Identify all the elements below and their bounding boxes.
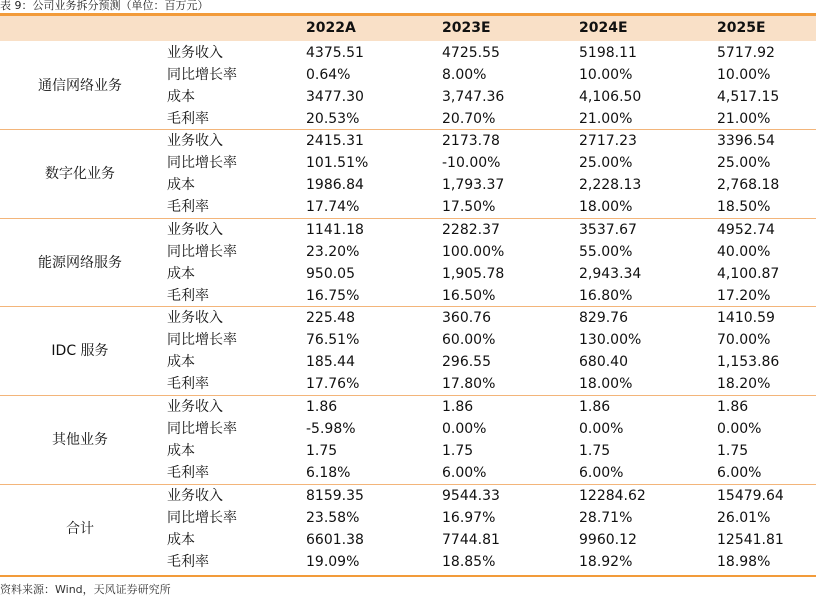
table-row — [0, 396, 816, 418]
metric-label: 业务收入 — [167, 222, 223, 238]
value-cell: 6.00% — [579, 465, 624, 481]
metric-label: 毛利率 — [167, 465, 209, 481]
table-row — [0, 307, 816, 329]
value-cell: 55.00% — [579, 244, 633, 260]
table-row — [0, 241, 816, 263]
value-cell: 5717.92 — [717, 45, 775, 61]
table-row — [0, 196, 816, 218]
value-cell: 15479.64 — [717, 488, 784, 504]
metric-label: 成本 — [167, 266, 195, 282]
table-row — [0, 462, 816, 484]
value-cell: 1410.59 — [717, 310, 775, 326]
value-cell: 4,517.15 — [717, 89, 780, 105]
table-row — [0, 373, 816, 395]
value-cell: 16.97% — [442, 510, 496, 526]
metric-label: 同比增长率 — [167, 421, 237, 437]
header-year-3: 2025E — [717, 20, 766, 36]
value-cell: 0.64% — [306, 67, 351, 83]
value-cell: 6.18% — [306, 465, 351, 481]
metric-label: 业务收入 — [167, 310, 223, 326]
value-cell: 17.76% — [306, 376, 360, 392]
table-row — [0, 64, 816, 86]
value-cell: 20.70% — [442, 111, 496, 127]
value-cell: 3,747.36 — [442, 89, 505, 105]
value-cell: 17.50% — [442, 199, 496, 215]
value-cell: 2,228.13 — [579, 177, 642, 193]
value-cell: 2,943.34 — [579, 266, 642, 282]
value-cell: 4375.51 — [306, 45, 364, 61]
source-note: 资料来源：Wind，天风证券研究所 — [0, 583, 171, 596]
table-title: 表 9：公司业务拆分预测（单位：百万元） — [0, 0, 209, 12]
table-row — [0, 219, 816, 241]
value-cell: 296.55 — [442, 354, 491, 370]
metric-label: 业务收入 — [167, 488, 223, 504]
value-cell: 2717.23 — [579, 133, 637, 149]
value-cell: 0.00% — [579, 421, 624, 437]
segment-name: 数字化业务 — [45, 166, 115, 182]
segment-name: 合计 — [66, 521, 94, 537]
metric-label: 毛利率 — [167, 199, 209, 215]
table-row — [0, 440, 816, 462]
value-cell: 1.86 — [579, 399, 611, 415]
value-cell: 21.00% — [717, 111, 771, 127]
metric-label: 成本 — [167, 443, 195, 459]
value-cell: 225.48 — [306, 310, 355, 326]
value-cell: 8159.35 — [306, 488, 364, 504]
metric-label: 毛利率 — [167, 111, 209, 127]
value-cell: 10.00% — [717, 67, 771, 83]
table-row — [0, 418, 816, 440]
value-cell: 10.00% — [579, 67, 633, 83]
header-year-0: 2022A — [306, 20, 356, 36]
value-cell: 25.00% — [579, 155, 633, 171]
value-cell: 26.01% — [717, 510, 771, 526]
value-cell: 5198.11 — [579, 45, 637, 61]
value-cell: 40.00% — [717, 244, 771, 260]
metric-label: 成本 — [167, 177, 195, 193]
value-cell: 17.74% — [306, 199, 360, 215]
value-cell: 829.76 — [579, 310, 628, 326]
value-cell: 9544.33 — [442, 488, 500, 504]
value-cell: 19.09% — [306, 554, 360, 570]
metric-label: 同比增长率 — [167, 244, 237, 260]
table-row — [0, 263, 816, 285]
table-row — [0, 529, 816, 551]
value-cell: 18.98% — [717, 554, 771, 570]
value-cell: 17.20% — [717, 288, 771, 304]
value-cell: 28.71% — [579, 510, 633, 526]
value-cell: 0.00% — [717, 421, 762, 437]
table-row — [0, 108, 816, 130]
metric-label: 成本 — [167, 532, 195, 548]
value-cell: 680.40 — [579, 354, 628, 370]
table-row — [0, 485, 816, 507]
metric-label: 同比增长率 — [167, 510, 237, 526]
value-cell: 1986.84 — [306, 177, 364, 193]
value-cell: 1.75 — [717, 443, 749, 459]
value-cell: 18.50% — [717, 199, 771, 215]
value-cell: 60.00% — [442, 332, 496, 348]
metric-label: 业务收入 — [167, 45, 223, 61]
value-cell: 6.00% — [442, 465, 487, 481]
metric-label: 成本 — [167, 89, 195, 105]
value-cell: 185.44 — [306, 354, 355, 370]
value-cell: 70.00% — [717, 332, 771, 348]
value-cell: 20.53% — [306, 111, 360, 127]
value-cell: 1141.18 — [306, 222, 364, 238]
value-cell: 23.20% — [306, 244, 360, 260]
value-cell: 2415.31 — [306, 133, 364, 149]
value-cell: 1,793.37 — [442, 177, 505, 193]
value-cell: 7744.81 — [442, 532, 500, 548]
segment-name: 通信网络业务 — [38, 78, 122, 94]
value-cell: 25.00% — [717, 155, 771, 171]
value-cell: 6601.38 — [306, 532, 364, 548]
value-cell: 3396.54 — [717, 133, 775, 149]
table-row — [0, 285, 816, 307]
table-row — [0, 551, 816, 573]
value-cell: 130.00% — [579, 332, 642, 348]
value-cell: 0.00% — [442, 421, 487, 437]
table-row — [0, 174, 816, 196]
table-row — [0, 329, 816, 351]
value-cell: 9960.12 — [579, 532, 637, 548]
value-cell: 18.92% — [579, 554, 633, 570]
value-cell: 16.75% — [306, 288, 360, 304]
segment-name: 能源网络服务 — [38, 255, 122, 271]
value-cell: 1,905.78 — [442, 266, 505, 282]
table-row — [0, 351, 816, 373]
value-cell: 1.75 — [442, 443, 474, 459]
value-cell: 6.00% — [717, 465, 762, 481]
value-cell: 2173.78 — [442, 133, 500, 149]
value-cell: 4,100.87 — [717, 266, 780, 282]
value-cell: 12541.81 — [717, 532, 784, 548]
table-row — [0, 507, 816, 529]
value-cell: 1.75 — [579, 443, 611, 459]
value-cell: 1.86 — [442, 399, 474, 415]
metric-label: 同比增长率 — [167, 155, 237, 171]
value-cell: 1,153.86 — [717, 354, 780, 370]
value-cell: -5.98% — [306, 421, 356, 437]
header-year-2: 2024E — [579, 20, 628, 36]
value-cell: 3477.30 — [306, 89, 364, 105]
value-cell: 4952.74 — [717, 222, 775, 238]
value-cell: 100.00% — [442, 244, 505, 260]
table-row — [0, 152, 816, 174]
metric-label: 同比增长率 — [167, 332, 237, 348]
value-cell: 101.51% — [306, 155, 369, 171]
value-cell: 21.00% — [579, 111, 633, 127]
value-cell: 4,106.50 — [579, 89, 642, 105]
value-cell: 1.86 — [306, 399, 338, 415]
value-cell: 2282.37 — [442, 222, 500, 238]
value-cell: 950.05 — [306, 266, 355, 282]
value-cell: 18.00% — [579, 376, 633, 392]
value-cell: 16.50% — [442, 288, 496, 304]
value-cell: 4725.55 — [442, 45, 500, 61]
value-cell: 3537.67 — [579, 222, 637, 238]
value-cell: 17.80% — [442, 376, 496, 392]
metric-label: 业务收入 — [167, 399, 223, 415]
header-row — [0, 16, 816, 41]
header-year-1: 2023E — [442, 20, 491, 36]
bottom-rule — [0, 575, 816, 577]
value-cell: 360.76 — [442, 310, 491, 326]
value-cell: 23.58% — [306, 510, 360, 526]
value-cell: 12284.62 — [579, 488, 646, 504]
metric-label: 毛利率 — [167, 376, 209, 392]
value-cell: 16.80% — [579, 288, 633, 304]
value-cell: 76.51% — [306, 332, 360, 348]
value-cell: -10.00% — [442, 155, 501, 171]
table-row — [0, 86, 816, 108]
value-cell: 18.00% — [579, 199, 633, 215]
value-cell: 18.85% — [442, 554, 496, 570]
value-cell: 18.20% — [717, 376, 771, 392]
metric-label: 毛利率 — [167, 288, 209, 304]
value-cell: 1.75 — [306, 443, 338, 459]
table-row — [0, 42, 816, 64]
value-cell: 8.00% — [442, 67, 487, 83]
table-row — [0, 130, 816, 152]
segment-name: 其他业务 — [52, 432, 108, 448]
metric-label: 同比增长率 — [167, 67, 237, 83]
metric-label: 毛利率 — [167, 554, 209, 570]
value-cell: 2,768.18 — [717, 177, 780, 193]
metric-label: 业务收入 — [167, 133, 223, 149]
segment-name: IDC 服务 — [51, 343, 109, 359]
value-cell: 1.86 — [717, 399, 749, 415]
metric-label: 成本 — [167, 354, 195, 370]
